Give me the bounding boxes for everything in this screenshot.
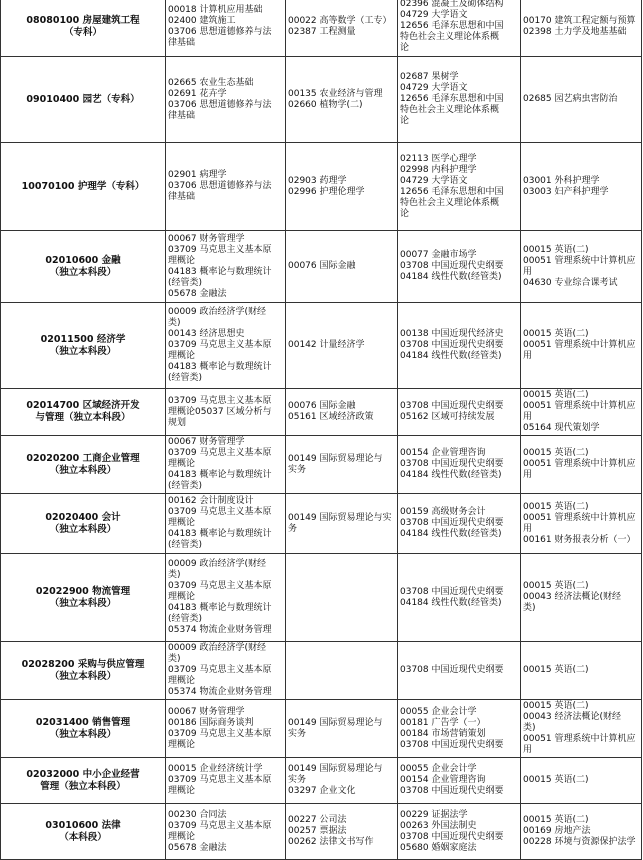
table-row: [1, 57, 642, 143]
subject-line: 03709 马克思主义基本原: [168, 448, 272, 458]
major-name: 02020200 工商企业管理: [26, 452, 140, 464]
subject-cell-4: [521, 554, 642, 642]
subject-cell-2: [286, 494, 398, 554]
subject-line: 特色社会主义理论体系概: [400, 32, 500, 42]
major-name: 02022900 物流管理: [35, 585, 131, 597]
subject-line: 03709 马克思主义基本原: [168, 340, 272, 350]
subject-line: 05164 现代策划学: [523, 423, 600, 433]
subject-cell-3: [398, 0, 521, 57]
major-name: 09010400 园艺（专科）: [26, 93, 140, 105]
subject-line: 00015 英语(二): [523, 581, 589, 591]
subject-line: (经管类): [168, 614, 203, 624]
subject-line: 00067 财务管理学: [168, 437, 245, 447]
major-name: 02020400 会计: [45, 511, 121, 523]
subject-line: 02685 园艺病虫害防治: [523, 94, 618, 104]
major-cell: [1, 389, 166, 436]
subject-line: 03003 妇产科护理学: [523, 186, 609, 197]
table-row: [1, 758, 642, 804]
major-cell: [1, 642, 166, 700]
subject-cell-4: [521, 57, 642, 143]
major-name: （独立本科段）: [49, 266, 117, 278]
subject-line: 03706 思想道德修养与法: [168, 181, 272, 191]
subject-line: 02387 工程测量: [288, 26, 356, 37]
subject-line: 00051 管理系统中计算机应: [523, 734, 636, 744]
subject-line: 00009 政治经济学(财经: [168, 643, 267, 653]
table-row: [1, 389, 642, 436]
subject-cell-4: [521, 758, 642, 804]
subject-line: 理概论: [168, 255, 196, 266]
subject-cell-2: [286, 303, 398, 389]
table-row: [1, 642, 642, 700]
subject-line: 00018 计算机应用基础: [168, 4, 263, 15]
major-name: 02032000 中小企业经营: [26, 768, 140, 780]
subject-cell-1: [166, 436, 286, 494]
major-name: 02028200 采购与供应管理: [21, 658, 145, 670]
subject-line: 00015 英语(二): [523, 448, 589, 458]
subject-line: 12656 毛泽东思想和中国: [400, 186, 504, 197]
subject-line: 02113 医学心理学: [400, 153, 477, 164]
major-name: （本科段）: [59, 831, 107, 843]
subject-line: 04184 线性代数(经管类): [400, 470, 502, 480]
subject-line: 04729 大学语文: [400, 175, 468, 186]
subject-line: 00186 国际商务谈判: [168, 717, 254, 728]
subject-line: 03709 马克思主义基本原: [168, 507, 272, 517]
subject-cell-2: [286, 143, 398, 231]
subject-line: 规划: [168, 417, 187, 428]
subject-line: 03708 中国近现代史纲要: [400, 401, 504, 411]
subject-cell-1: [166, 231, 286, 303]
subject-line: 03709 马克思主义基本原: [168, 728, 272, 739]
subject-line: 04183 概率论与数理统计: [168, 529, 272, 539]
subject-line: 00015 英语(二): [523, 329, 589, 339]
subject-line: 00149 国际贸易理论与: [288, 717, 383, 728]
major-name: 10070100 护理学（专科）: [21, 180, 145, 192]
subject-line: 03709 马克思主义基本原: [168, 395, 272, 406]
subject-cell-2: [286, 231, 398, 303]
subject-cell-4: [521, 642, 642, 700]
subject-line: 00135 农业经济与管理: [288, 88, 383, 99]
major-cell: [1, 303, 166, 389]
subject-line: 律基础: [168, 192, 196, 202]
subject-line: 03708 中国近现代史纲要: [400, 459, 504, 469]
subject-line: 理概论: [168, 351, 196, 361]
subject-line: 00015 英语(二): [523, 775, 589, 785]
subject-line: 04184 线性代数(经管类): [400, 529, 502, 539]
subject-line: 04183 概率论与数理统计: [168, 362, 272, 372]
subject-cell-2: [286, 554, 398, 642]
subject-line: 04630 专业综合课考试: [523, 277, 618, 288]
major-cell: [1, 436, 166, 494]
subject-cell-3: [398, 143, 521, 231]
subject-line: 00051 管理系统中计算机应: [523, 512, 636, 523]
major-cell: [1, 0, 166, 57]
subject-line: (经管类): [168, 373, 203, 383]
major-cell: [1, 57, 166, 143]
subject-line: 用: [523, 745, 533, 755]
subject-cell-3: [398, 758, 521, 804]
subject-line: 理概论: [168, 739, 196, 750]
subject-line: 02398 土力学及地基基础: [523, 26, 627, 37]
subject-line: 00051 管理系统中计算机应: [523, 255, 636, 266]
subject-line: (经管类): [168, 481, 203, 491]
major-name: 02011500 经济学: [40, 333, 126, 345]
subject-cell-1: [166, 0, 286, 57]
subject-line: 00015 英语(二): [523, 815, 589, 825]
table-row: [1, 554, 642, 642]
subject-line: 03297 企业文化: [288, 786, 356, 796]
major-cell: [1, 143, 166, 231]
subject-line: 00262 法律文书写作: [288, 837, 374, 847]
subject-cell-3: [398, 57, 521, 143]
subject-line: 00015 企业经济统计学: [168, 764, 263, 774]
major-name: （独立本科段）: [49, 464, 117, 476]
subject-line: 00015 英语(二): [523, 501, 589, 512]
subject-line: 00149 国际贸易理论与: [288, 453, 383, 464]
subject-line: 00043 经济法概论(财经: [523, 592, 622, 602]
major-cell: [1, 494, 166, 554]
subject-line: 00143 经济思想史: [168, 329, 245, 339]
subject-cell-1: [166, 642, 286, 700]
subject-line: 00009 政治经济学(财经: [168, 559, 267, 569]
subject-line: 05161 区域经济政策: [288, 412, 374, 422]
subject-line: 04184 线性代数(经管类): [400, 272, 502, 282]
subject-line: 00170 建筑工程定额与预算: [523, 15, 636, 26]
subject-cell-1: [166, 804, 286, 860]
subject-line: 用: [523, 351, 533, 361]
subject-line: 12656 毛泽东思想和中国: [400, 21, 504, 31]
subject-cell-2: [286, 642, 398, 700]
subject-line: 03706 思想道德修养与法: [168, 26, 272, 37]
subject-line: 00184 市场营销策划: [400, 728, 486, 739]
subject-line: 05162 区域可持续发展: [400, 412, 495, 422]
exam-schedule-body: [1, 0, 642, 860]
subject-line: 类): [168, 318, 181, 328]
subject-line: 00009 政治经济学(财经: [168, 307, 267, 317]
subject-cell-3: [398, 389, 521, 436]
subject-line: 03708 中国近现代史纲要: [400, 586, 504, 597]
subject-line: 论: [400, 116, 410, 126]
subject-line: 04184 线性代数(经管类): [400, 351, 502, 361]
major-name: （专科）: [63, 26, 102, 38]
subject-cell-3: [398, 554, 521, 642]
subject-line: 用: [523, 412, 533, 422]
major-name: 管理（独立本科段）: [40, 780, 126, 792]
subject-cell-3: [398, 231, 521, 303]
subject-cell-3: [398, 700, 521, 758]
subject-line: 00162 会计制度设计: [168, 496, 254, 506]
subject-line: 02400 建筑施工: [168, 15, 236, 26]
subject-line: 00015 英语(二): [523, 701, 589, 711]
subject-cell-1: [166, 389, 286, 436]
subject-line: 02901 病理学: [168, 170, 227, 180]
subject-cell-1: [166, 303, 286, 389]
subject-line: 类): [523, 603, 536, 613]
subject-line: 00076 国际金融: [288, 401, 356, 411]
subject-line: 00051 管理系统中计算机应: [523, 340, 636, 350]
subject-line: 00067 财务管理学: [168, 706, 245, 717]
subject-line: 04183 概率论与数理统计: [168, 603, 272, 613]
subject-line: 实务: [288, 464, 307, 475]
subject-cell-2: [286, 57, 398, 143]
table-row: [1, 436, 642, 494]
subject-line: 理概论: [168, 592, 196, 602]
subject-line: 00154 企业管理咨询: [400, 448, 486, 458]
major-name: （独立本科段）: [49, 597, 117, 609]
subject-line: 用: [523, 523, 533, 534]
subject-line: 00077 金融市场学: [400, 250, 477, 260]
subject-line: 02687 果树学: [400, 72, 459, 82]
subject-line: 理概论: [168, 786, 196, 796]
subject-line: 05680 婚姻家庭法: [400, 842, 477, 853]
subject-line: 03709 马克思主义基本原: [168, 820, 272, 831]
major-name: （独立本科段）: [49, 670, 117, 682]
subject-cell-2: [286, 700, 398, 758]
table-row: [1, 303, 642, 389]
table-row: [1, 143, 642, 231]
subject-line: 特色社会主义理论体系概: [400, 105, 500, 115]
table-row: [1, 494, 642, 554]
subject-line: 00149 国际贸易理论与实务: [288, 512, 392, 534]
subject-line: 论: [400, 208, 410, 219]
subject-line: 04183 概率论与数理统计: [168, 266, 272, 277]
subject-line: 03708 中国近现代史纲要: [400, 665, 504, 675]
subject-line: 04184 线性代数(经管类): [400, 597, 502, 608]
subject-line: 02396 混凝土及砌体结构: [400, 0, 504, 9]
subject-cell-1: [166, 700, 286, 758]
major-cell: [1, 758, 166, 804]
major-cell: [1, 554, 166, 642]
subject-line: (经管类): [168, 277, 203, 288]
subject-line: (经管类): [168, 540, 203, 550]
subject-cell-4: [521, 143, 642, 231]
subject-cell-4: [521, 303, 642, 389]
major-name: （独立本科段）: [49, 345, 117, 357]
subject-cell-3: [398, 303, 521, 389]
subject-line: 04183 概率论与数理统计: [168, 470, 272, 480]
subject-line: 04729 大学语文: [400, 83, 468, 93]
table-row: [1, 0, 642, 57]
subject-cell-4: [521, 494, 642, 554]
subject-line: 03001 外科护理学: [523, 175, 600, 186]
subject-line: 00142 计量经济学: [288, 340, 365, 350]
subject-cell-1: [166, 554, 286, 642]
subject-line: 00015 英语(二): [523, 390, 589, 400]
subject-line: 00015 英语(二): [523, 665, 589, 675]
subject-cell-1: [166, 494, 286, 554]
major-name: 02031400 销售管理: [35, 716, 131, 728]
subject-cell-4: [521, 436, 642, 494]
subject-line: 03709 马克思主义基本原: [168, 581, 272, 591]
subject-line: 05374 物流企业财务管理: [168, 625, 272, 635]
subject-line: 律基础: [168, 110, 196, 121]
subject-line: 用: [523, 470, 533, 480]
subject-line: 05678 金融法: [168, 842, 227, 853]
subject-line: 00159 高级财务会计: [400, 507, 486, 517]
subject-cell-2: [286, 436, 398, 494]
subject-line: 02665 农业生态基础: [168, 77, 254, 88]
subject-cell-4: [521, 700, 642, 758]
subject-cell-2: [286, 0, 398, 57]
major-cell: [1, 700, 166, 758]
major-cell: [1, 231, 166, 303]
subject-line: 03708 中国近现代史纲要: [400, 340, 504, 350]
major-name: 02010600 金融: [45, 254, 121, 266]
subject-line: 03708 中国近现代史纲要: [400, 786, 504, 796]
subject-line: 03709 马克思主义基本原: [168, 244, 272, 255]
subject-line: 00257 票据法: [288, 826, 347, 836]
subject-line: 03708 中国近现代史纲要: [400, 518, 504, 528]
subject-line: 类): [168, 654, 181, 664]
subject-cell-4: [521, 804, 642, 860]
subject-line: 实务: [288, 728, 307, 739]
subject-line: 03709 马克思主义基本原: [168, 775, 272, 785]
subject-line: 03709 马克思主义基本原: [168, 665, 272, 675]
subject-line: 用: [523, 266, 533, 277]
subject-line: 00154 企业管理咨询: [400, 775, 486, 785]
subject-line: 理概论05037 区域分析与: [168, 406, 272, 417]
subject-line: 00067 财务管理学: [168, 233, 245, 244]
subject-cell-1: [166, 57, 286, 143]
table-row: [1, 231, 642, 303]
subject-line: 05678 金融法: [168, 288, 227, 299]
subject-line: 04729 大学语文: [400, 10, 468, 20]
subject-line: 00022 高等数学（工专）: [288, 15, 392, 26]
subject-line: 03708 中国近现代史纲要: [400, 261, 504, 271]
subject-line: 00076 国际金融: [288, 261, 356, 271]
subject-line: 00181 广告学（一）: [400, 717, 486, 728]
table-row: [1, 804, 642, 860]
subject-line: 00230 合同法: [168, 809, 227, 820]
subject-line: 00229 证据法学: [400, 809, 468, 820]
subject-line: 02998 内科护理学: [400, 164, 477, 175]
subject-line: 02691 花卉学: [168, 88, 227, 99]
subject-cell-4: [521, 231, 642, 303]
subject-line: 05374 物流企业财务管理: [168, 687, 272, 697]
subject-cell-1: [166, 758, 286, 804]
subject-line: 00263 外国法制史: [400, 820, 477, 831]
subject-line: 03708 中国近现代史纲要: [400, 831, 504, 842]
subject-line: 00043 经济法概论(财经: [523, 712, 622, 722]
subject-cell-3: [398, 494, 521, 554]
subject-line: 00161 财务报表分析（一）: [523, 534, 636, 545]
subject-cell-3: [398, 642, 521, 700]
subject-line: 02996 护理伦理学: [288, 186, 365, 197]
major-name: 03010600 法律: [45, 819, 121, 831]
subject-cell-1: [166, 143, 286, 231]
major-name: 02014700 区域经济开发: [26, 400, 140, 411]
subject-line: 03706 思想道德修养与法: [168, 99, 272, 110]
major-name: （独立本科段）: [49, 728, 117, 740]
major-name: 与管理（独立本科段）: [35, 412, 131, 423]
subject-cell-2: [286, 804, 398, 860]
subject-line: 02660 植物学(二): [288, 99, 363, 110]
major-name: 08080100 房屋建筑工程: [26, 14, 140, 26]
subject-line: 02903 药理学: [288, 175, 347, 186]
subject-line: 类): [523, 723, 536, 733]
subject-cell-2: [286, 758, 398, 804]
major-cell: [1, 804, 166, 860]
subject-line: 00015 英语(二): [523, 244, 589, 255]
table-row: [1, 700, 642, 758]
subject-line: 00138 中国近现代经济史: [400, 329, 504, 339]
subject-line: 特色社会主义理论体系概: [400, 197, 500, 208]
major-name: （独立本科段）: [49, 523, 117, 535]
subject-line: 00051 管理系统中计算机应: [523, 459, 636, 469]
subject-line: 00055 企业会计学: [400, 706, 477, 717]
subject-line: 理概论: [168, 831, 196, 842]
subject-line: 03708 中国近现代史纲要: [400, 739, 504, 750]
subject-cell-3: [398, 436, 521, 494]
subject-line: 00055 企业会计学: [400, 764, 477, 774]
subject-line: 论: [400, 43, 410, 53]
subject-line: 00227 公司法: [288, 815, 347, 825]
subject-line: 实务: [288, 775, 307, 785]
subject-cell-3: [398, 804, 521, 860]
subject-line: 律基础: [168, 37, 196, 48]
subject-cell-4: [521, 0, 642, 57]
subject-line: 00149 国际贸易理论与: [288, 764, 383, 774]
subject-line: 00228 环境与资源保护法学: [523, 837, 636, 847]
subject-line: 00169 房地产法: [523, 826, 591, 836]
subject-line: 理概论: [168, 459, 196, 469]
subject-line: 12656 毛泽东思想和中国: [400, 94, 504, 104]
subject-line: 00051 管理系统中计算机应: [523, 401, 636, 411]
subject-cell-2: [286, 389, 398, 436]
subject-cell-4: [521, 389, 642, 436]
subject-line: 理概论: [168, 676, 196, 686]
subject-line: 类): [168, 570, 181, 580]
subject-line: 理概论: [168, 518, 196, 528]
